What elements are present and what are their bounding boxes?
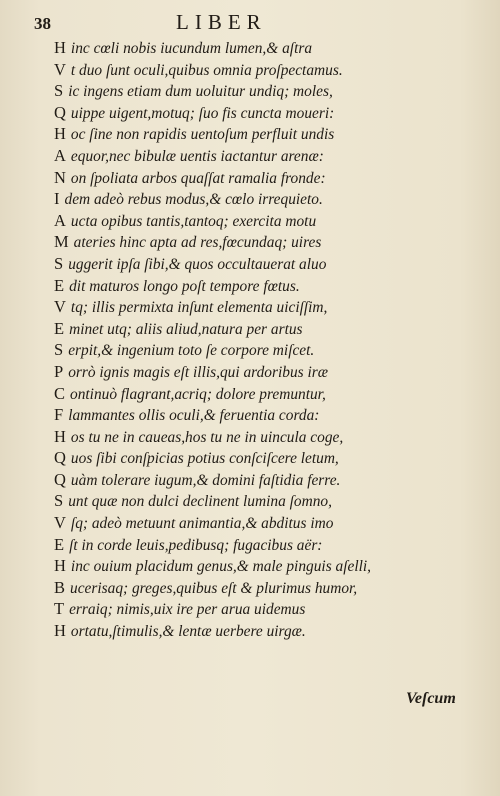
line-text: erraiq; nimis,uix ire per arua uidemus xyxy=(69,601,306,619)
verse-line xyxy=(54,383,484,405)
line-text: t duo ſunt oculi,quibus omnia proſpectamus. xyxy=(70,61,343,79)
line-initial: P xyxy=(54,361,64,381)
line-text: dem adeò rebus modus,& cœlo irrequieto. xyxy=(64,191,323,209)
verse-line xyxy=(54,577,484,599)
line-initial: H xyxy=(54,621,66,641)
line-initial: H xyxy=(54,426,66,446)
verse-line xyxy=(54,167,484,189)
line-text: ic ingens etiam dum uoluitur undiq; moles, xyxy=(68,83,333,101)
verse-line xyxy=(54,231,484,253)
line-initial: I xyxy=(54,189,60,209)
verse-line xyxy=(54,469,484,491)
line-text: orrò ignis magis eſt illis,qui ardoribus iræ xyxy=(68,363,329,381)
verse-line xyxy=(54,210,484,232)
line-initial: A xyxy=(54,145,66,165)
line-initial: H xyxy=(54,38,66,57)
line-text: ucta opibus tantis,tantoq; exercita motu xyxy=(70,212,317,230)
line-initial: S xyxy=(54,491,64,511)
line-text: dit maturos longo poſt tempore fœtus. xyxy=(69,277,300,295)
verse-line xyxy=(54,296,484,318)
line-initial: S xyxy=(54,253,64,273)
line-text: inc cœli nobis iucundum lumen,& aſtra xyxy=(70,40,313,57)
verse-line xyxy=(54,188,484,210)
line-text: ontinuò flagrant,acriq; dolore premuntur, xyxy=(70,385,326,403)
line-text: lammantes ollis oculi,& feruentia corda: xyxy=(68,407,320,425)
line-initial: F xyxy=(54,405,64,425)
verse-line xyxy=(54,339,484,361)
line-initial: E xyxy=(54,318,65,338)
catchword: Veſcum xyxy=(406,690,456,707)
line-text: equor,nec bibulæ uentis iactantur arenæ: xyxy=(70,147,324,165)
line-initial: M xyxy=(54,232,69,252)
line-text: ateries hinc apta ad res,fœcundaq; uires xyxy=(73,234,322,252)
line-initial: Q xyxy=(54,448,66,468)
line-initial: C xyxy=(54,383,66,403)
line-text: uggerit ipſa ſibi,& quos occultauerat aluo xyxy=(68,255,327,273)
line-text: unt quæ non dulci declinent lumina ſomno, xyxy=(68,493,332,511)
verse-line xyxy=(54,534,484,556)
verse-line xyxy=(54,123,484,145)
line-initial: S xyxy=(54,81,64,101)
line-initial: V xyxy=(54,59,66,79)
line-initial: H xyxy=(54,124,66,144)
verse-line xyxy=(54,102,484,124)
line-text: os tu ne in caueas,hos tu ne in uincula coge, xyxy=(70,428,344,446)
page-number: 38 xyxy=(34,14,51,33)
line-initial: N xyxy=(54,167,66,187)
verse-line xyxy=(54,512,484,534)
line-text: on ſpoliata arbos quaſſat ramalia fronde: xyxy=(70,169,326,187)
verse-line xyxy=(54,490,484,512)
verse-line xyxy=(54,80,484,102)
line-text: ſt in corde leuis,pedibusq; fugacibus aër: xyxy=(69,536,323,554)
line-text: uippe uigent,motuq; ſuo fis cuncta moueri: xyxy=(70,104,335,122)
line-text: ucerisaq; greges,quibus eſt & plurimus humor, xyxy=(70,579,358,597)
line-text: tq; illis permixta inſunt elementa uiciſſim, xyxy=(70,299,328,317)
verse-line xyxy=(54,145,484,167)
verse-block xyxy=(54,37,484,642)
line-initial: V xyxy=(54,513,66,533)
verse-line xyxy=(54,37,484,59)
verse-line xyxy=(54,598,484,620)
verse-line xyxy=(54,404,484,426)
line-text: uàm tolerare iugum,& domini faſtidia ferre. xyxy=(70,471,341,489)
line-text: minet utq; aliis aliud,natura per artus xyxy=(69,320,303,338)
line-initial: B xyxy=(54,577,66,597)
line-initial: E xyxy=(54,534,65,554)
line-text: inc ouium placidum genus,& male pinguis aſelli, xyxy=(70,558,372,576)
line-initial: S xyxy=(54,340,64,360)
line-initial: V xyxy=(54,297,66,317)
verse-line xyxy=(54,555,484,577)
line-initial: Q xyxy=(54,469,66,489)
verse-line xyxy=(54,253,484,275)
verse-line xyxy=(54,426,484,448)
line-initial: T xyxy=(54,599,65,619)
running-head: LIBER xyxy=(176,10,267,34)
verse-line xyxy=(54,361,484,383)
line-initial: E xyxy=(54,275,65,295)
line-text: ortatu,ſtimulis,& lentæ uerbere uirgæ. xyxy=(70,623,306,641)
line-initial: H xyxy=(54,556,66,576)
line-initial: Q xyxy=(54,102,66,122)
verse-line xyxy=(54,318,484,340)
line-text: uos ſibi conſpicias potius conſciſcere letum, xyxy=(70,450,339,468)
line-text: ſq; adeò metuunt animantia,& abditus imo xyxy=(70,515,334,533)
line-text: erpit,& ingenium toto ſe corpore miſcet. xyxy=(68,342,315,360)
line-initial: A xyxy=(54,210,66,230)
verse-line xyxy=(54,447,484,469)
line-text: oc ſine non rapidis uentoſum perfluit undis xyxy=(70,126,335,144)
verse-line xyxy=(54,59,484,81)
verse-line xyxy=(54,620,484,642)
verse-line xyxy=(54,275,484,297)
